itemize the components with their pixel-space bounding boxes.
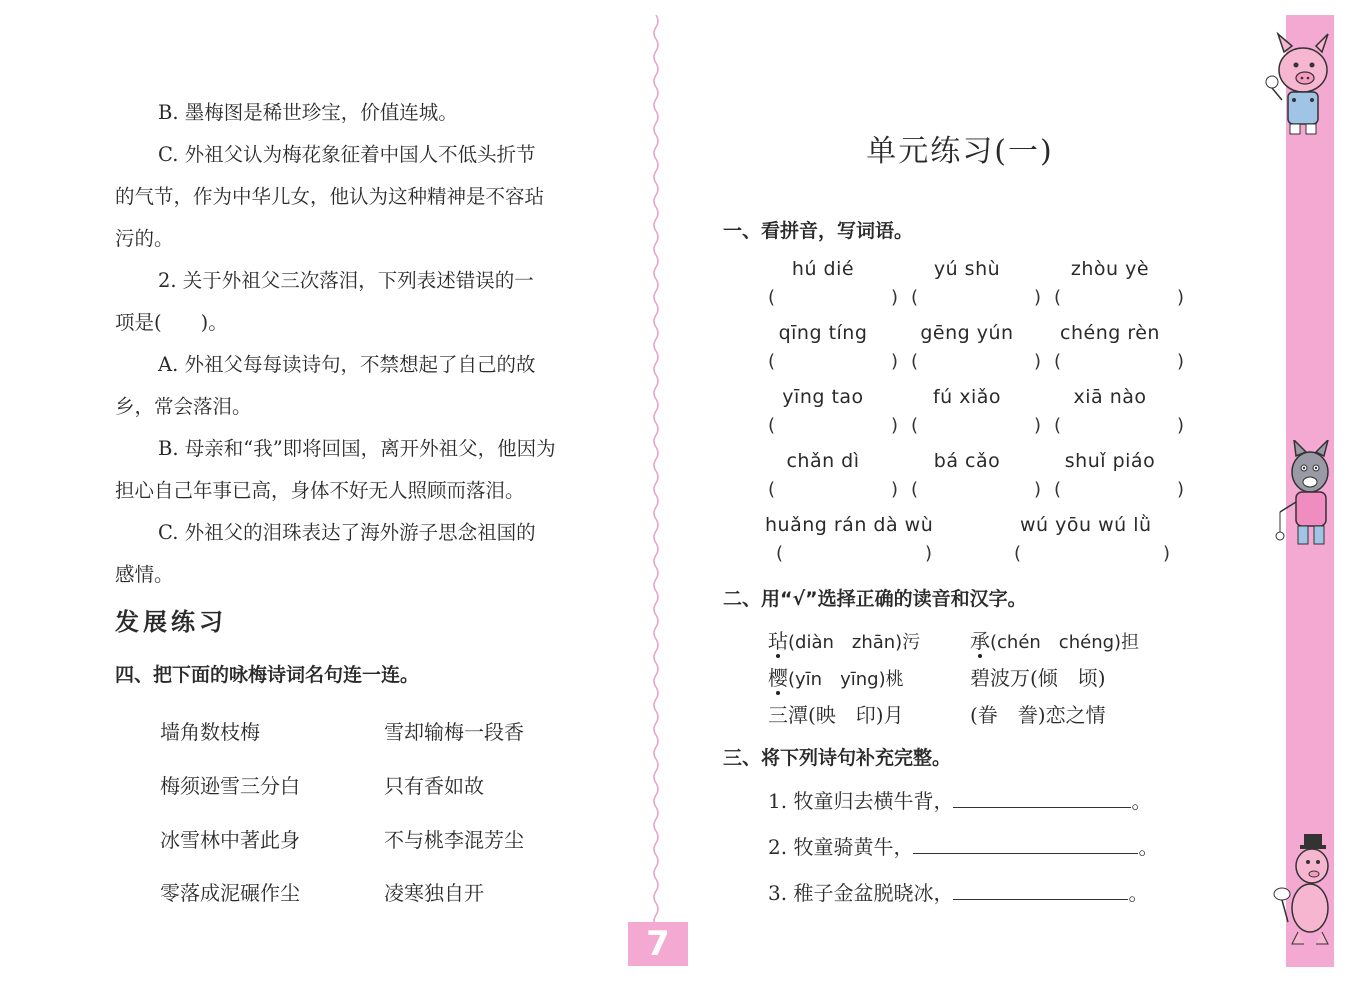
unit-title: 单元练习(一) bbox=[866, 134, 1054, 169]
poem-left-1: 墙角数枝梅 bbox=[160, 720, 260, 744]
pinyin-cell: gēng yún bbox=[920, 322, 1014, 344]
wolf-cartoon-icon bbox=[1270, 440, 1340, 555]
answer-blank[interactable]: ( ) bbox=[776, 543, 932, 564]
answer-blank[interactable]: ( ) bbox=[1054, 351, 1184, 372]
poem-right-1: 雪却输梅一段香 bbox=[384, 720, 524, 744]
fill-in-line[interactable]: 1. 牧童归去横牛背， 。 bbox=[768, 789, 1152, 813]
answer-blank[interactable]: ( ) bbox=[1014, 543, 1170, 564]
option-b-text: B. 墨梅图是稀世珍宝，价值连城。 bbox=[158, 101, 458, 124]
answer-blank[interactable]: ( ) bbox=[1054, 479, 1184, 500]
choice-item[interactable]: 三潭(映 印)月 bbox=[768, 703, 904, 727]
center-fold-line bbox=[650, 15, 662, 975]
paragraph-line: 担心自己年事已高，身体不好无人照顾而落泪。 bbox=[115, 479, 525, 502]
answer-blank[interactable]: ( ) bbox=[911, 479, 1041, 500]
question-1-title: 一、看拼音，写词语。 bbox=[723, 220, 914, 242]
option-b-text: B. 母亲和“我”即将回国，离开外祖父，他因为 bbox=[158, 437, 556, 460]
pinyin-cell: huǎng rán dà wù bbox=[765, 514, 934, 536]
answer-blank[interactable]: ( ) bbox=[768, 287, 898, 308]
pinyin-cell: hú dié bbox=[791, 258, 855, 280]
answer-blank[interactable]: ( ) bbox=[768, 415, 898, 436]
answer-blank[interactable]: ( ) bbox=[911, 415, 1041, 436]
page-number: 7 bbox=[628, 922, 688, 966]
pink-character-cartoon-icon bbox=[1268, 832, 1340, 947]
choice-item[interactable]: 承(chén chéng)担 bbox=[970, 629, 1140, 653]
choice-item[interactable]: 玷(diàn zhān)污 bbox=[768, 629, 921, 653]
section-title: 发展练习 bbox=[115, 608, 227, 636]
pinyin-cell: chǎn dì bbox=[786, 450, 860, 472]
option-c-text: C. 外祖父的泪珠表达了海外游子思念祖国的 bbox=[158, 521, 536, 544]
question-2-text: 2. 关于外祖父三次落泪，下列表述错误的一 bbox=[158, 269, 534, 292]
question-4-title: 四、把下面的咏梅诗词名句连一连。 bbox=[115, 664, 420, 686]
poem-right-3: 不与桃李混芳尘 bbox=[384, 828, 524, 852]
choice-item[interactable]: 樱(yīn yīng)桃 bbox=[768, 666, 904, 690]
fill-in-line[interactable]: 3. 稚子金盆脱晓冰， 。 bbox=[768, 881, 1149, 905]
pinyin-cell: chéng rèn bbox=[1060, 322, 1160, 344]
paragraph-line: 污的。 bbox=[115, 227, 174, 250]
fill-in-line[interactable]: 2. 牧童骑黄牛， 。 bbox=[768, 835, 1159, 859]
pinyin-cell: qīng tíng bbox=[778, 322, 868, 344]
pinyin-cell: bá cǎo bbox=[933, 450, 1001, 472]
pinyin-cell: xiā nào bbox=[1073, 386, 1147, 408]
answer-blank[interactable]: ( ) bbox=[911, 351, 1041, 372]
paragraph-line: 乡，常会落泪。 bbox=[115, 395, 252, 418]
option-c-text: C. 外祖父认为梅花象征着中国人不低头折节 bbox=[158, 143, 536, 166]
pinyin-cell: yú shù bbox=[933, 258, 1001, 280]
paragraph-line: 的气节，作为中华儿女，他认为这种精神是不容玷 bbox=[115, 185, 545, 208]
poem-left-3: 冰雪林中著此身 bbox=[160, 828, 300, 852]
fill-in-blank bbox=[953, 791, 1131, 808]
choice-item[interactable]: 碧波万(倾 顷) bbox=[970, 666, 1106, 690]
answer-blank[interactable]: ( ) bbox=[911, 287, 1041, 308]
question-3-title: 三、将下列诗句补充完整。 bbox=[723, 747, 952, 769]
question-2-title: 二、用“√”选择正确的读音和汉字。 bbox=[723, 588, 1027, 610]
answer-blank[interactable]: ( ) bbox=[768, 479, 898, 500]
paragraph-line: 感情。 bbox=[115, 563, 174, 586]
pig-cartoon-icon bbox=[1258, 30, 1338, 140]
fill-in-blank bbox=[913, 837, 1138, 854]
fill-in-blank bbox=[953, 883, 1128, 900]
choice-item[interactable]: (眷 誊)恋之情 bbox=[970, 703, 1106, 727]
answer-blank[interactable]: ( ) bbox=[1054, 287, 1184, 308]
poem-right-4: 凌寒独自开 bbox=[384, 881, 484, 905]
pinyin-cell: wú yōu wú lǜ bbox=[1020, 514, 1152, 536]
poem-right-2: 只有香如故 bbox=[384, 774, 484, 798]
answer-blank[interactable]: ( ) bbox=[1054, 415, 1184, 436]
poem-left-4: 零落成泥碾作尘 bbox=[160, 881, 300, 905]
pinyin-cell: zhòu yè bbox=[1070, 258, 1150, 280]
question-2-answer-blank: 项是( )。 bbox=[115, 311, 228, 334]
answer-blank[interactable]: ( ) bbox=[768, 351, 898, 372]
pinyin-cell: shuǐ piáo bbox=[1064, 450, 1156, 472]
pinyin-cell: yīng tao bbox=[782, 386, 864, 408]
poem-left-2: 梅须逊雪三分白 bbox=[160, 774, 300, 798]
pinyin-cell: fú xiǎo bbox=[932, 386, 1002, 408]
left-page-text bbox=[115, 92, 605, 596]
option-a-text: A. 外祖父每每读诗句，不禁想起了自己的故 bbox=[158, 353, 536, 376]
